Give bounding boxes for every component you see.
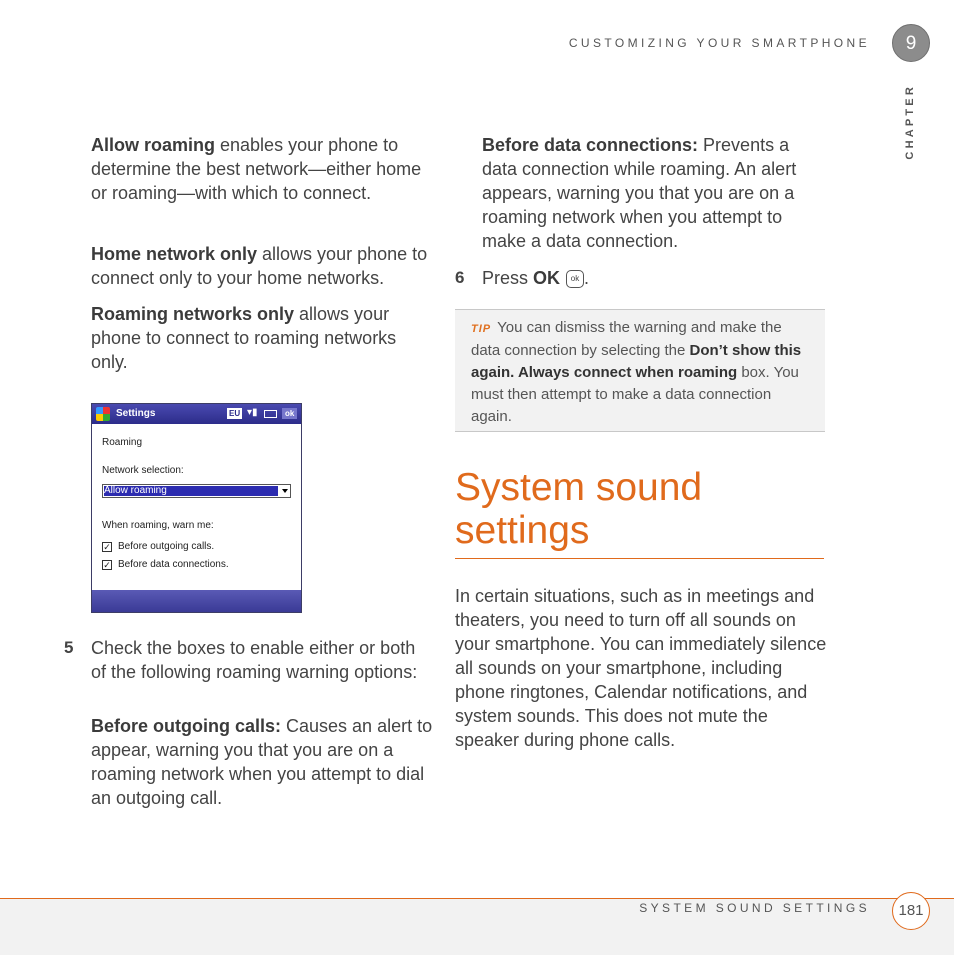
- tip-text-1: You can dismiss the warning and make the data connection by selecting the: [471, 319, 782, 359]
- running-foot: SYSTEM SOUND SETTINGS: [639, 901, 870, 915]
- section-title: System sound settings: [455, 466, 703, 552]
- eu-badge: EU: [229, 409, 241, 418]
- allow-roaming-paragraph: [91, 133, 436, 205]
- before-data-text: Prevents a data connection while roaming. An alert appears, warning you that you are on a roaming network when you attempt to make a data connection.: [482, 135, 797, 251]
- tip-bold-option: Don’t show this again. Always connect when roaming: [471, 342, 802, 381]
- allow-roaming-text: enables your phone to determine the best network—either home or roaming—with which to connect.: [91, 135, 422, 203]
- roaming-only-term: Roaming networks only: [91, 304, 295, 324]
- device-tab-title: Roaming: [102, 437, 143, 448]
- section-divider: [455, 558, 824, 559]
- step-6-number: 6: [455, 268, 465, 287]
- before-outgoing-checkbox-label: Before outgoing calls.: [118, 541, 215, 552]
- step-5-text: Check the boxes to enable either or both of the following roaming warning options:: [91, 638, 418, 682]
- roaming-only-text: allows your phone to connect to roaming networks only.: [91, 304, 397, 372]
- device-softkey-bar: [92, 590, 301, 612]
- device-body: [92, 425, 301, 590]
- tip-label: TIP: [471, 323, 492, 335]
- network-selection-label: Network selection:: [102, 465, 184, 476]
- allow-roaming-term: Allow roaming: [91, 135, 216, 155]
- step-6-suffix: .: [584, 268, 590, 288]
- device-title: Settings: [116, 408, 156, 419]
- before-data-checkbox-label: Before data connections.: [118, 559, 229, 570]
- warn-label: When roaming, warn me:: [102, 520, 214, 531]
- tip-box: [455, 309, 825, 432]
- device-ok-button[interactable]: ok: [282, 408, 297, 419]
- step-5-number: 5: [64, 638, 74, 657]
- roaming-only-paragraph: [91, 302, 436, 374]
- tip-text: [471, 317, 815, 428]
- page-number-badge: 181: [892, 892, 930, 930]
- home-network-text: allows your phone to connect only to your home networks.: [91, 244, 428, 288]
- section-body: In certain situations, such as in meetings and theaters, you need to turn off all sounds on your smartphone. You can immediately silence all sounds on your smartphone, including phone ringtones, Calendar notifications, and system sounds. This does not mute the speaker during phone calls.: [455, 586, 827, 750]
- before-data-checkbox[interactable]: ✓: [103, 560, 111, 570]
- network-selection-dropdown[interactable]: [102, 484, 291, 498]
- step-6-text: [482, 266, 782, 290]
- device-title-bar: [92, 404, 301, 424]
- running-head: CUSTOMIZING YOUR SMARTPHONE: [568, 36, 870, 50]
- signal-icon: ▾▮: [247, 407, 258, 418]
- network-selection-value: Allow roaming: [104, 486, 278, 496]
- tip-text-2: box. You must then attempt to make a data connection again.: [471, 364, 799, 425]
- step-6-prefix: Press: [482, 268, 534, 288]
- battery-icon: [264, 410, 277, 418]
- home-network-term: Home network only: [91, 244, 258, 264]
- chapter-number-badge: 9: [892, 24, 930, 62]
- before-data-term: Before data connections:: [482, 135, 699, 155]
- before-outgoing-paragraph: [91, 714, 436, 810]
- home-network-paragraph: [91, 242, 441, 290]
- ok-key-icon: ok: [566, 270, 584, 288]
- before-outgoing-text: Causes an alert to appear, warning you that you are on a roaming network when you attempt to dial an outgoing call.: [91, 716, 433, 808]
- before-outgoing-checkbox[interactable]: ✓: [103, 542, 111, 552]
- before-outgoing-term: Before outgoing calls:: [91, 716, 282, 736]
- chapter-label: CHAPTER: [904, 84, 916, 160]
- device-settings-screenshot: [91, 403, 302, 613]
- windows-flag-icon: [96, 407, 110, 421]
- before-data-paragraph: [482, 133, 827, 253]
- chevron-down-icon[interactable]: [282, 489, 288, 493]
- step-6-key: OK: [533, 268, 561, 288]
